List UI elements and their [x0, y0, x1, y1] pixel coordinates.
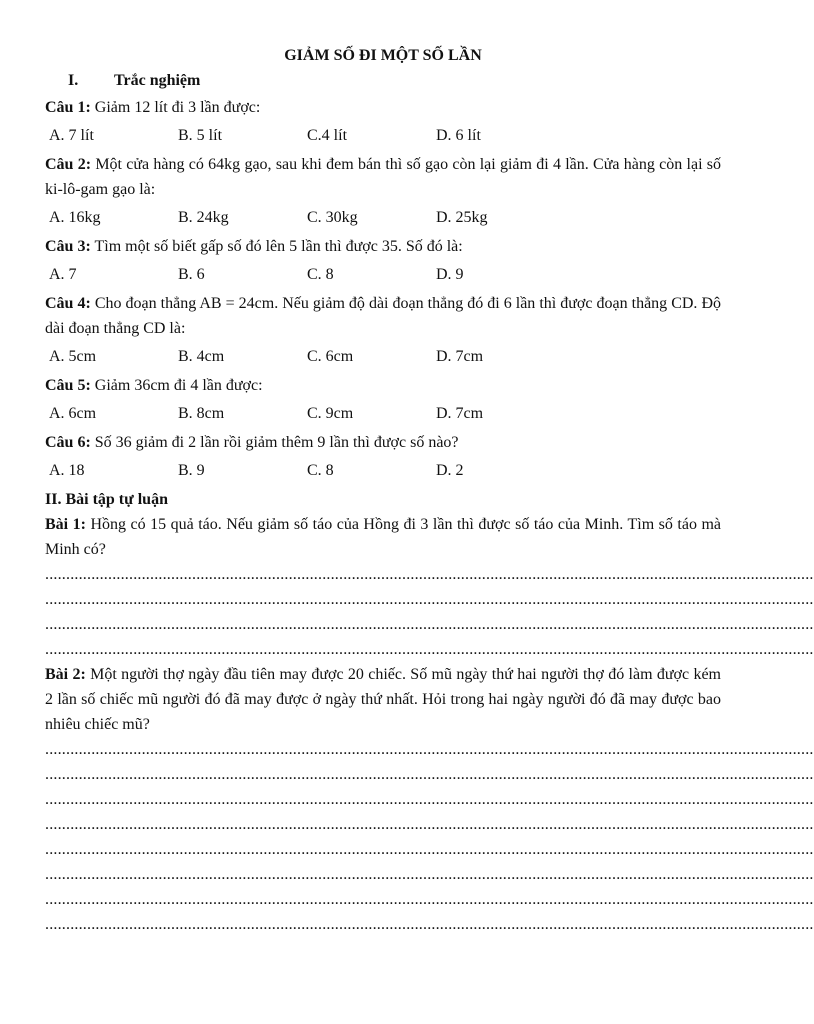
question-4	[45, 291, 721, 341]
question-5-options	[45, 402, 721, 426]
option-d: D. 2	[436, 462, 464, 479]
answer-line[interactable]: .......................................................................................................................................................................................	[45, 816, 814, 833]
section-label: Trắc nghiệm	[114, 72, 201, 89]
question-1-options	[45, 124, 721, 148]
option-a: A. 7	[49, 266, 77, 283]
question-text: Số 36 giảm đi 2 lần rồi giảm thêm 9 lần thì được số nào?	[90, 434, 459, 451]
question-text: Giảm 12 lít đi 3 lần được:	[90, 99, 261, 116]
worksheet-content	[45, 44, 814, 937]
option-d: D. 6 lít	[436, 127, 481, 144]
option-a: A. 5cm	[49, 348, 97, 365]
question-4-options	[45, 345, 721, 369]
answer-line[interactable]: .......................................................................................................................................................................................	[45, 891, 814, 908]
question-text: Một cửa hàng có 64kg gạo, sau khi đem bán thì số gạo còn lại giảm đi 4 lần. Cửa hàng còn lại số ki-lô-gam gạo là:	[45, 156, 722, 198]
question-label: Câu 1:	[45, 99, 91, 116]
option-c: C. 30kg	[307, 209, 358, 226]
answer-line[interactable]: .......................................................................................................................................................................................	[45, 791, 814, 808]
option-d: D. 7cm	[436, 348, 484, 365]
section-essay-heading: II. Bài tập tự luận	[45, 491, 168, 508]
option-c: C.4 lít	[307, 127, 348, 144]
question-5	[45, 373, 721, 398]
option-a: A. 18	[49, 462, 85, 479]
option-b: B. 4cm	[178, 348, 225, 365]
question-label: Câu 3:	[45, 238, 91, 255]
question-2-options	[45, 206, 721, 230]
answer-line[interactable]: .......................................................................................................................................................................................	[45, 616, 814, 633]
option-d: D. 9	[436, 266, 464, 283]
question-label: Câu 6:	[45, 434, 91, 451]
option-b: B. 9	[178, 462, 205, 479]
answer-line[interactable]: .......................................................................................................................................................................................	[45, 591, 814, 608]
answer-line[interactable]: .......................................................................................................................................................................................	[45, 766, 814, 783]
question-text: Cho đoạn thẳng AB = 24cm. Nếu giảm độ dài đoạn thẳng đó đi 6 lần thì được đoạn thẳng CD. Độ dài đoạn thẳng CD là:	[45, 295, 722, 337]
option-d: D. 25kg	[436, 209, 488, 226]
exercise-2	[45, 662, 721, 737]
question-3	[45, 234, 721, 259]
option-b: B. 24kg	[178, 209, 229, 226]
section-multiple-choice-heading	[45, 69, 721, 93]
question-label: Câu 5:	[45, 377, 91, 394]
question-1	[45, 95, 721, 120]
option-a: A. 6cm	[49, 405, 97, 422]
option-c: C. 8	[307, 266, 334, 283]
exercise-label: Bài 2:	[45, 666, 86, 683]
answer-line[interactable]: .......................................................................................................................................................................................	[45, 841, 814, 858]
answer-line[interactable]: .......................................................................................................................................................................................	[45, 916, 814, 933]
question-label: Câu 2:	[45, 156, 92, 173]
answer-line[interactable]: .......................................................................................................................................................................................	[45, 866, 814, 883]
option-c: C. 9cm	[307, 405, 354, 422]
exercise-text: Một người thợ ngày đầu tiên may được 20 chiếc. Số mũ ngày thứ hai người thợ đó làm được kém 2 lần số chiếc mũ người đó đã may được ở ngày thứ nhất. Hỏi trong hai ngày người đó đã may được bao nhiêu chiếc mũ?	[45, 666, 721, 733]
question-label: Câu 4:	[45, 295, 91, 312]
option-c: C. 8	[307, 462, 334, 479]
option-d: D. 7cm	[436, 405, 484, 422]
option-b: B. 8cm	[178, 405, 225, 422]
exercise-label: Bài 1:	[45, 516, 86, 533]
question-6-options	[45, 459, 721, 483]
answer-line[interactable]: .......................................................................................................................................................................................	[45, 641, 814, 658]
worksheet-title: GIẢM SỐ ĐI MỘT SỐ LẦN	[284, 47, 482, 64]
option-a: A. 7 lít	[49, 127, 94, 144]
option-a: A. 16kg	[49, 209, 101, 226]
exercise-1	[45, 512, 721, 562]
answer-line[interactable]: .......................................................................................................................................................................................	[45, 741, 814, 758]
option-b: B. 5 lít	[178, 127, 223, 144]
section-number: I.	[68, 72, 79, 89]
question-6	[45, 430, 721, 455]
question-3-options	[45, 263, 721, 287]
question-2	[45, 152, 721, 202]
option-c: C. 6cm	[307, 348, 354, 365]
question-text: Giảm 36cm đi 4 lần được:	[90, 377, 263, 394]
answer-line[interactable]: .......................................................................................................................................................................................	[45, 566, 814, 583]
exercise-text: Hồng có 15 quả táo. Nếu giảm số táo của Hồng đi 3 lần thì được số táo của Minh. Tìm số táo mà Minh có?	[45, 516, 721, 558]
option-b: B. 6	[178, 266, 205, 283]
question-text: Tìm một số biết gấp số đó lên 5 lần thì được 35. Số đó là:	[90, 238, 463, 255]
